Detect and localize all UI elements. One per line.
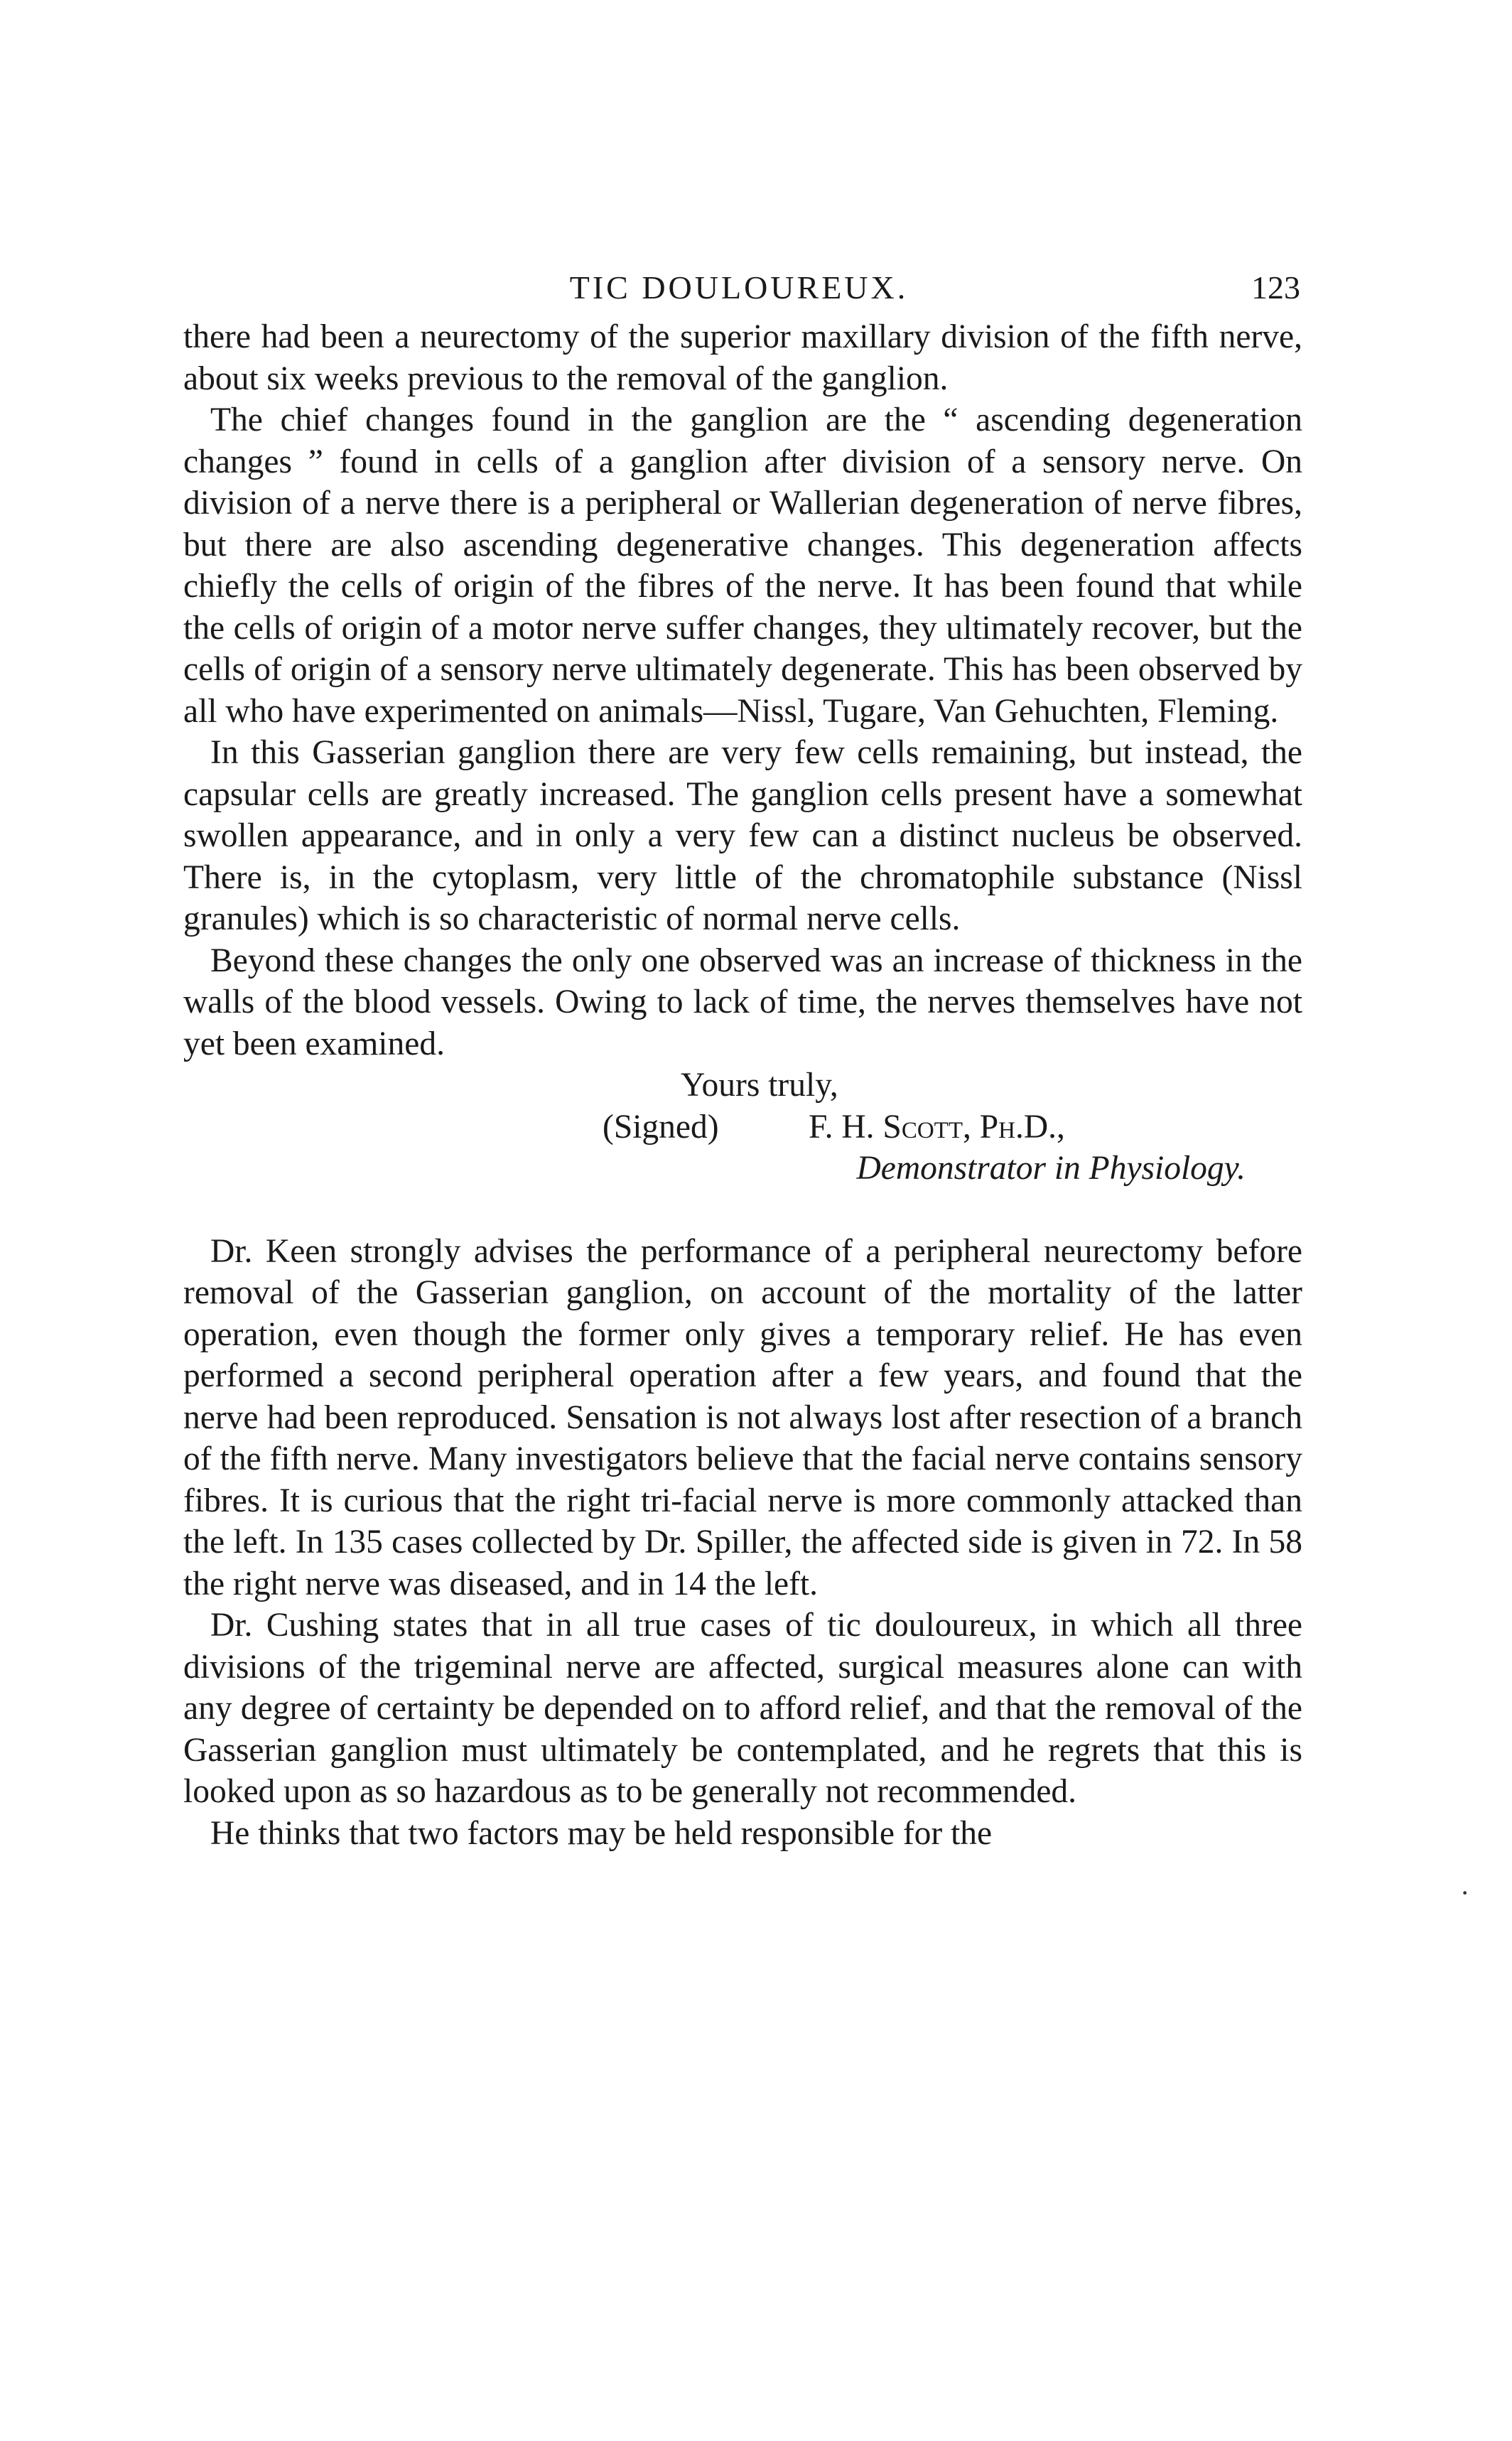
signatory-name: F. H. Scott, Ph.D., xyxy=(809,1108,1065,1146)
paragraph: Dr. Keen strongly advises the performance of a peripheral neurectomy before removal of the Gasserian ganglion, on account of the mortality of the latter operation, even though the former only gives a temporary relief. He has even performed a second peripheral operation after a few years, and found that the nerve had been reproduced. Sensation is not always lost after resection of a branch of the fifth nerve. Many investigators believe that the facial nerve contains sensory fibres. It is curious that the right tri-facial nerve is more commonly attacked than the left. In 135 cases collected by Dr. Spiller, the affected side is given in 72. In 58 the right nerve was diseased, and in 14 the left. xyxy=(183,1232,1302,1602)
paragraph: Dr. Cushing states that in all true cases of tic douloureux, in which all three divisions of the trigeminal nerve are affected, surgical measures alone can with any degree of certainty be depended on to afford relief, and that the removal of the Gasserian ganglion must ultimately be contemplated, and he regrets that this is looked upon as so hazardous as to be generally not recommended. xyxy=(183,1607,1302,1810)
body-text xyxy=(183,316,1302,1854)
paragraph: there had been a neurectomy of the superior maxillary division of the fifth nerve, about six weeks previous to the removal of the ganglion. xyxy=(183,318,1302,397)
signatory-title: Demonstrator in Physiology. xyxy=(856,1150,1246,1187)
signed-label: (Signed) xyxy=(603,1108,719,1146)
letter-closing xyxy=(183,1065,1302,1190)
section-gap xyxy=(183,1190,1302,1231)
paragraph: The chief changes found in the ganglion are the “ ascending degeneration changes ” found in cells of a ganglion after division of a sensory nerve. On division of a nerve there is a peripheral or Wallerian degeneration of nerve fibres, but there are also ascending degenerative changes. This degeneration affects chiefly the cells of origin of the fibres of the nerve. It has been found that while the cells of origin of a motor nerve suffer changes, they ultimately recover, but the cells of origin of a sensory nerve ultimately degenerate. This has been observed by all who have experimented on animals—Nissl, Tugare, Van Gehuchten, Fleming. xyxy=(183,402,1302,730)
paragraph: Beyond these changes the only one observed was an increase of thickness in the walls of the blood vessels. Owing to lack of time, the nerves themselves have not yet been examined. xyxy=(183,942,1302,1062)
salutation: Yours truly, xyxy=(681,1067,838,1104)
running-head: TIC DOULOUREUX. xyxy=(569,269,909,306)
stray-dot-mark: · xyxy=(1460,1877,1470,1909)
paragraph: He thinks that two factors may be held responsible for the xyxy=(210,1814,993,1852)
paragraph: In this Gasserian ganglion there are very few cells remaining, but instead, the capsular cells are greatly increased. The ganglion cells present have a somewhat swollen appearance, and in only a very few can a distinct nucleus be observed. There is, in the cytoplasm, very little of the chromatophile substance (Nissl granules) which is so characteristic of normal nerve cells. xyxy=(183,734,1302,937)
page-number: 123 xyxy=(1251,269,1300,306)
signature-line xyxy=(183,1106,1302,1148)
page-header xyxy=(178,263,1300,313)
